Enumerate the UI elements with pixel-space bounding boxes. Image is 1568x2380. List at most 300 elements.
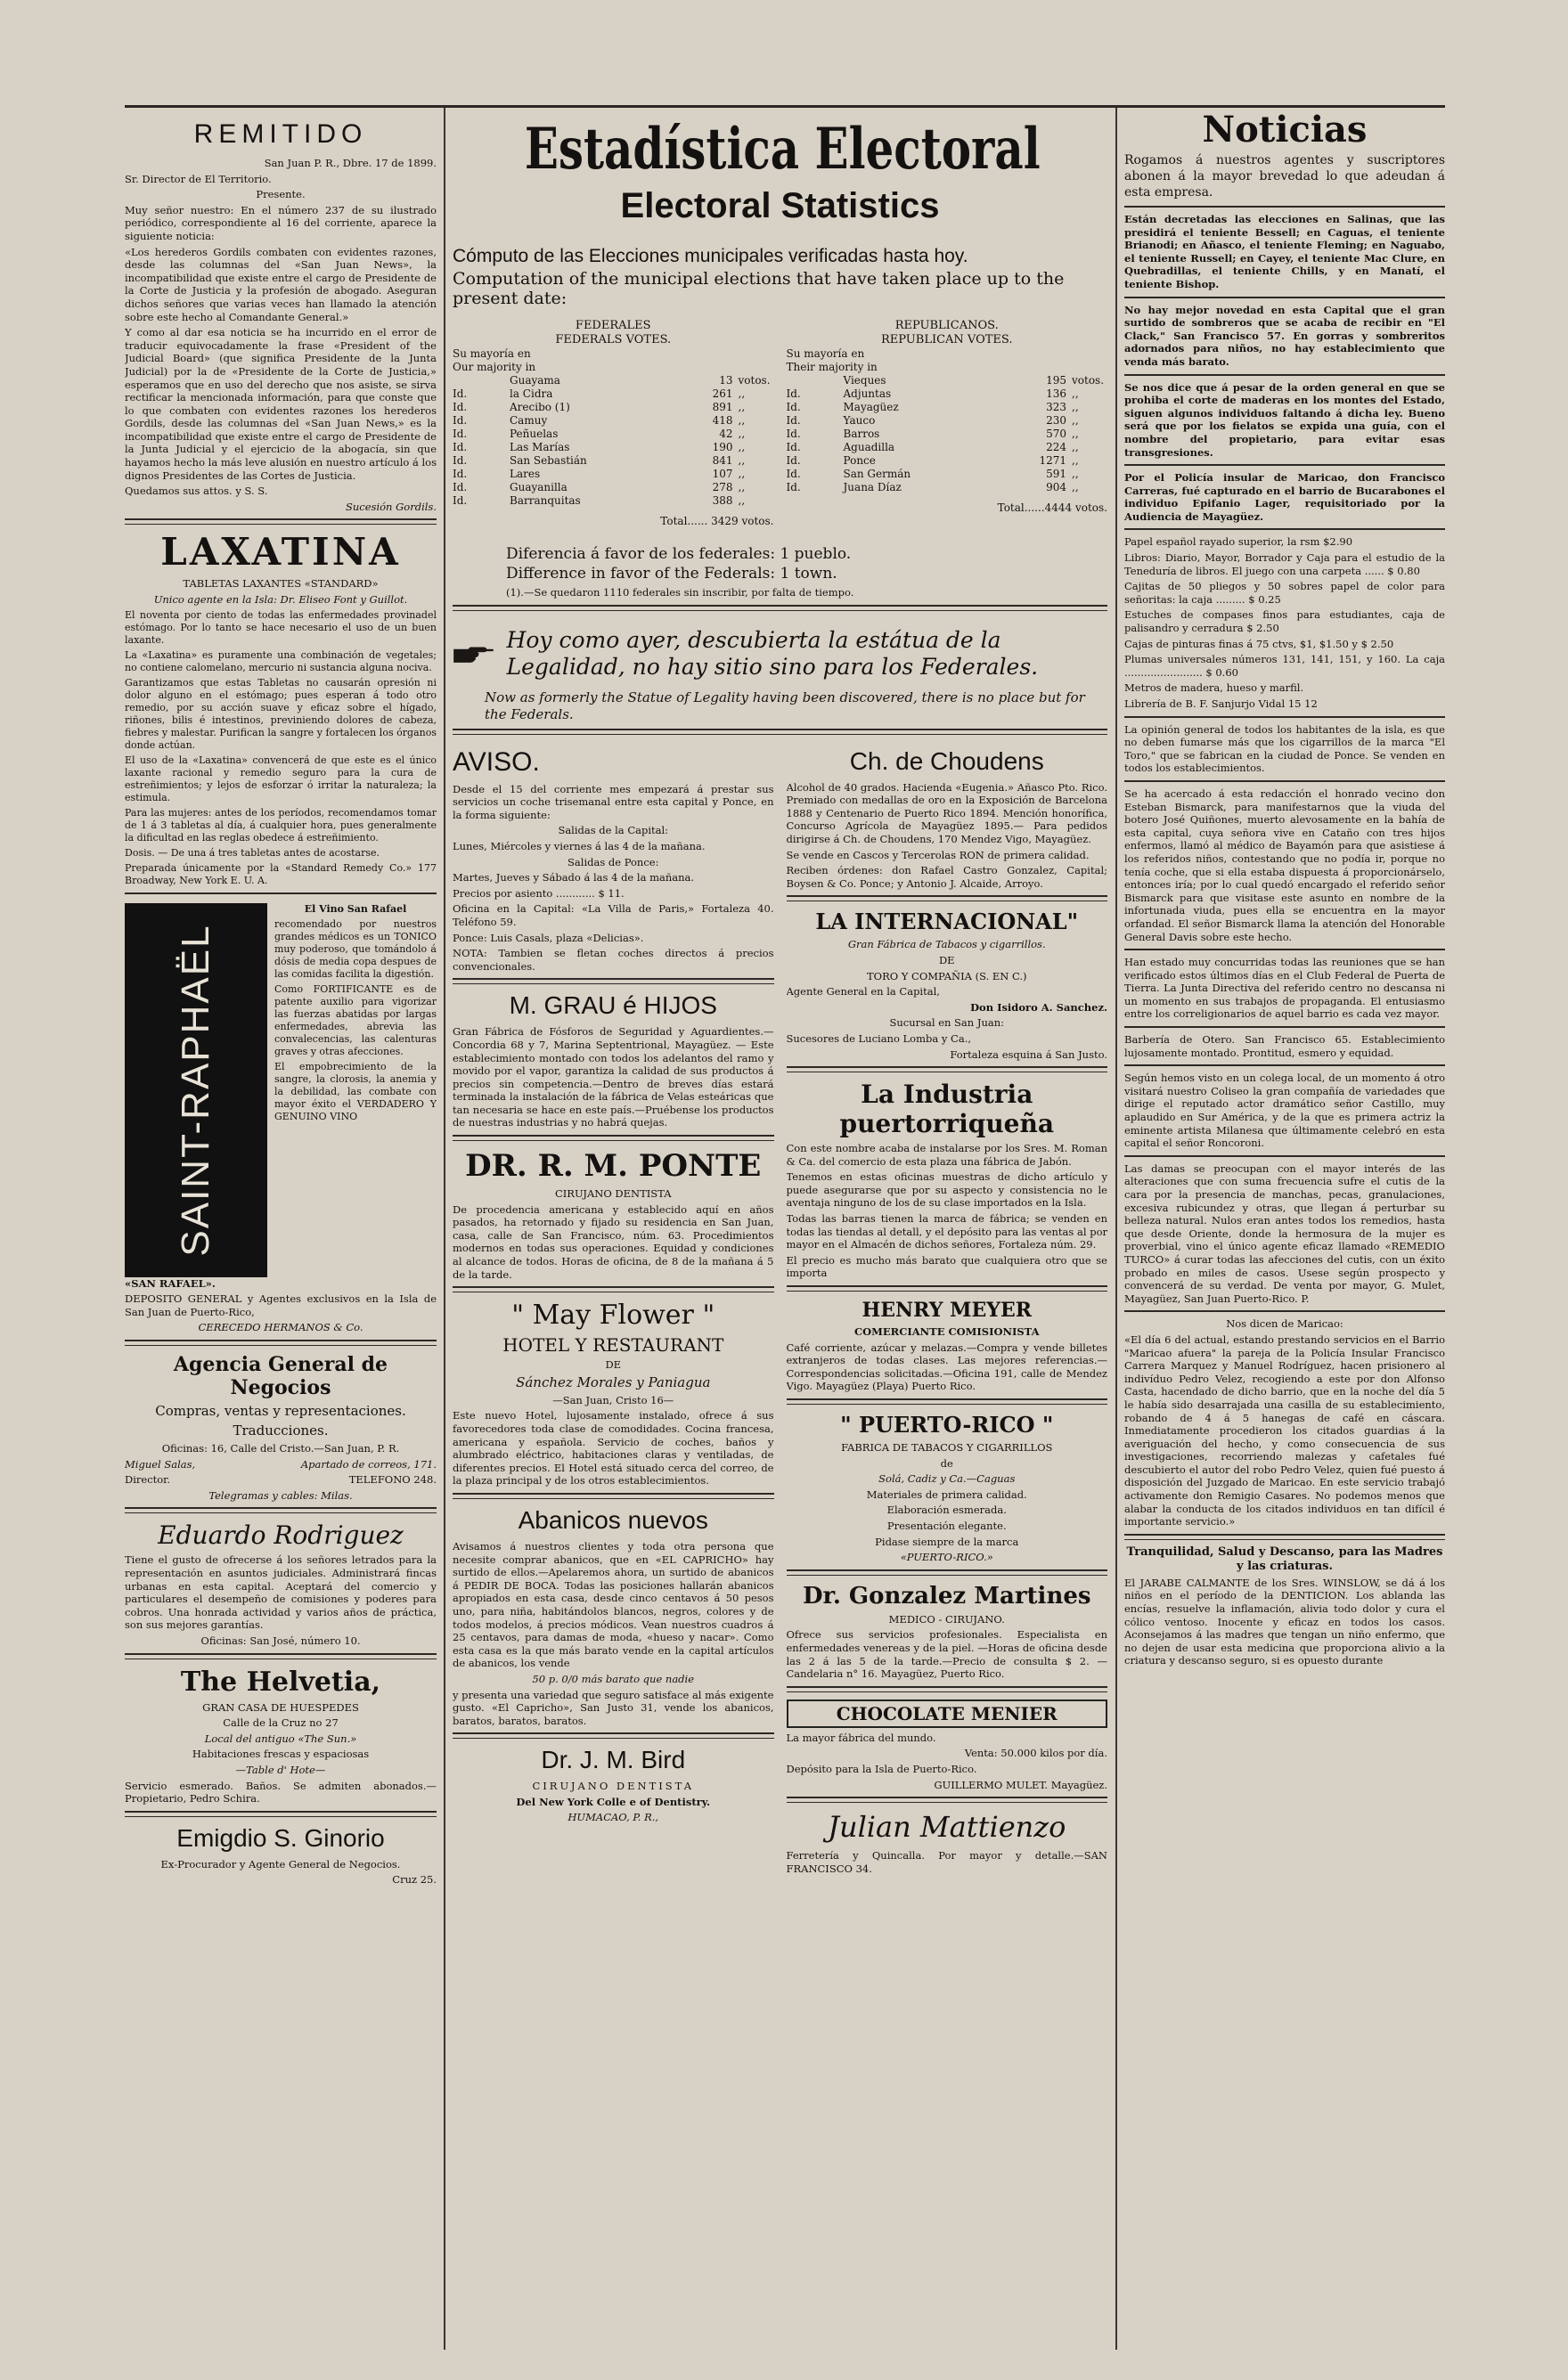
divider: [787, 1066, 1108, 1072]
rodriguez-heading: Eduardo Rodriguez: [158, 1520, 404, 1551]
vote-cell-u: ,,: [1072, 454, 1079, 467]
puertorico-p1: FABRICA DE TABACOS Y CIGARRILLOS: [841, 1441, 1053, 1454]
vote-cell-u: ,,: [1072, 401, 1079, 413]
compute-es: Cómputo de las Elecciones municipales verificadas hasta hoy.: [453, 246, 968, 266]
divider: [125, 1507, 437, 1513]
helvetia-l5: Servicio esmerado. Baños. Se admiten abonados.—Propietario, Pedro Schira.: [125, 1779, 437, 1805]
vote-cell-n: la Cidra: [510, 387, 553, 400]
noticias-lead: Rogamos á nuestros agentes y suscriptores abonen á la mayor brevedad lo que adeudan á esta empresa.: [1124, 153, 1445, 200]
vote-row: [787, 468, 1108, 481]
federal-majority: Su mayoría en: [453, 347, 531, 360]
helvetia-l4: —Table d' Hote—: [235, 1763, 326, 1776]
vote-row: [453, 414, 774, 428]
vote-cell-v: 891: [712, 401, 733, 413]
column-rule: [444, 105, 445, 2350]
abanicos-p2: y presenta una variedad que seguro satisface al más exigente gusto. «El Capricho», San Justo 31, vende los abanicos, baratos, baratos, baratos.: [453, 1688, 774, 1727]
republican-majority-en: Their majority in: [786, 361, 878, 373]
abanicos-quote: 50 p. 0/0 más barato que nadie: [532, 1672, 695, 1685]
vote-cell-n: Yauco: [843, 414, 876, 427]
hand-en: Now as formerly the Statue of Legality having been discovered, there is no place but for the Federals.: [485, 689, 1085, 722]
vote-cell-n: Mayagüez: [843, 401, 899, 413]
vote-cell-a: Id.: [786, 481, 801, 493]
vote-cell-n: Guayanilla: [510, 481, 568, 493]
internacional-branch: Sucursal en San Juan:: [889, 1016, 1005, 1030]
vote-cell-v: 195: [1046, 374, 1066, 387]
ponte-sub: CIRUJANO DENTISTA: [554, 1187, 672, 1201]
bird-heading: Dr. J. M. Bird: [541, 1746, 686, 1774]
divider: [787, 1686, 1108, 1692]
divider: [1124, 1064, 1445, 1066]
aviso-p4: Salidas de Ponce:: [568, 855, 659, 868]
vote-cell-u: ,,: [738, 454, 746, 467]
puertorico-p7: Pidase siempre de la marca: [875, 1535, 1019, 1548]
vote-row: [787, 454, 1108, 468]
vote-cell-a: Id.: [786, 428, 801, 440]
vote-cell-n: Lares: [510, 468, 541, 480]
news-item: «El día 6 del actual, estando prestando servicios en el Barrio "Maricao afuera" la pareja de la Policía Insular Francisco Carrera Marquez y Manuel Rodríguez, hacen prisionero al indivíduo Pedro Velez, recogiendo a este por don Alfonso Casta, hacendado de dicho barrio, que en la noche del día 5 le había sido desarrajada una casilla de su establecimiento, robando de 4 á 5 hanegas de café en cáscara. Inmediatamente procedieron los citados guardias á la averiguación del hecho, y como consecuencia de sus investigaciones, recorriendo malezas y cafetales fué descubierto el autor del robo Pedro Velez, quien fué puesto á disposición del Juzgado de Maricao. En este servicio trabajó activamente don Remigio Casares. No podemos menos que alabar la conducta de los citados individuos en tan difícil é importante servicio.»: [1124, 1333, 1445, 1528]
helvetia-sub: GRAN CASA DE HUESPEDES: [202, 1700, 359, 1714]
news-item: Han estado muy concurridas todas las reuniones que se han verificado estos últimos días en el Club Federal de Puerta de Tierra. La Junta Directiva del referido centro no descansa ni un momento en sus trabajos de propaganda. El entusiasmo entre los correligionarios de aquel barrio es cada vez mayor.: [1124, 956, 1445, 1021]
aviso-heading: AVISO.: [453, 746, 540, 777]
price-item: Metros de madera, hueso y marfil.: [1124, 681, 1304, 695]
mayflower-de: DE: [605, 1358, 622, 1372]
vote-cell-n: Las Marías: [510, 441, 570, 453]
vote-cell-a: Id.: [786, 414, 801, 427]
industria-heading: La Industria puertorriqueña: [839, 1080, 1054, 1139]
price-item: Cajas de pinturas finas á 75 ctvs, $1, $1.50 y $ 2.50: [1124, 637, 1394, 650]
vote-cell-u: ,,: [738, 481, 746, 493]
vote-cell-a: [453, 374, 510, 387]
price-item: Libros: Diario, Mayor, Borrador y Caja para el estudio de la Teneduría de libros. El juego con una carpeta ...... $ 0.80: [1124, 551, 1445, 577]
vote-cell-v: 190: [712, 441, 733, 453]
middle-right-ads: [787, 740, 1108, 1879]
vote-cell-a: Id.: [786, 441, 801, 453]
republican-majority: Su mayoría en: [786, 347, 865, 360]
vote-cell-a: Id.: [453, 468, 468, 480]
meyer-p1: Café corriente, azúcar y melazas.—Compra y vende billetes extranjeros de todas clases. Las mejores referencias.— Correspondencias solicitadas.—Oficina 191, calle de Mendez Vigo. Mayagüez (Playa) Puerto Rico.: [786, 1341, 1107, 1393]
vote-row: [787, 414, 1108, 428]
hand-es: Hoy como ayer, descubierta la estátua de la Legalidad, no hay sitio sino para los Federales.: [506, 626, 1039, 680]
vote-cell-u: ,,: [738, 441, 746, 453]
remitido-p1: Muy señor nuestro: En el número 237 de su ilustrado periódico, correspondiente al 16 del corriente, aparece la siguiente noticia:: [125, 203, 437, 242]
puertorico-p8: «PUERTO-RICO.»: [900, 1551, 993, 1564]
vote-cell-a: [787, 374, 844, 387]
news-item: El JARABE CALMANTE de los Sres. WINSLOW, se dá á los niños en el período de la DENTICION. Los ablanda las encías, resuelve la inflamación, alivia todo dolor y cura el cólico ventoso. Inocente y eficaz en todos los casos. Aconsejamos á las madres que tengan un niño enfermo, que no dejen de usar esta medicina que proporciona alivio a la criatura y descanso seguro, si es opuesto durante: [1124, 1576, 1445, 1667]
divider: [1124, 528, 1445, 530]
divider: [787, 1285, 1108, 1292]
vote-cell-n: Ponce: [843, 454, 876, 467]
addressee: Sr. Director de El Territorio.: [125, 172, 272, 185]
news-item: Por el Policía insular de Maricao, don Francisco Carreras, fué capturado en el barrio de Bucarabones el individuo Epifanio Lager, requisitoriado por la Audiencia de Mayagüez.: [1124, 471, 1445, 523]
vote-cell-n: Guayama: [510, 374, 560, 387]
vote-cell-u: ,,: [738, 468, 746, 480]
laxatina-prep: Preparada únicamente por la «Standard Remedy Co.» 177 Broadway, New York E. U. A.: [125, 861, 437, 886]
vote-cell-u: ,,: [1072, 481, 1079, 493]
winslow-heading: Tranquilidad, Salud y Descanso, para las Madres y las criaturas.: [1126, 1545, 1443, 1573]
aviso-p1: Desde el 15 del corriente mes empezará á prestar sus servicios un coche trisemanal entre esta capital y Ponce, en la forma siguiente:: [453, 782, 774, 821]
compute-en: Computation of the municipal elections that have taken place up to the present date:: [453, 269, 1065, 308]
vote-row: [787, 401, 1108, 414]
news-item: Según hemos visto en un colega local, de un momento á otro visitará nuestro Coliseo la gran compañía de variedades que dirige el reputado actor dramático señor Castillo, muy aplaudido en Sur América, y de la que es primera actriz la eminente artista Milanesa que últimamente celebró en esta capital el señor Roncoroni.: [1124, 1072, 1445, 1150]
choudens-p2: Se vende en Cascos y Tercerolas RON de primera calidad.: [786, 848, 1090, 861]
presente: Presente.: [256, 188, 306, 201]
republican-h1: REPUBLICANOS.: [894, 319, 999, 332]
divider: [453, 1135, 774, 1141]
menier-p3: Depósito para la Isla de Puerto-Rico.: [786, 1762, 977, 1775]
pointing-hand-icon: [453, 637, 494, 671]
vote-cell-n: Aguadilla: [843, 441, 895, 453]
price-item: Cajitas de 50 pliegos y 50 sobres papel de color para señoritas: la caja ......... $ 0.25: [1124, 580, 1445, 606]
vote-cell-a: Id.: [453, 428, 468, 440]
vote-row: [453, 387, 774, 401]
vote-cell-u: ,,: [738, 428, 746, 440]
vote-row: [787, 428, 1108, 441]
agencia-heading: Agencia General de Negocios: [173, 1353, 388, 1399]
vote-cell-a: Id.: [786, 387, 801, 400]
abanicos-p1: Avisamos á nuestros clientes y toda otra persona que necesite comprar abanicos, que en «EL CAPRICHO» hay surtido de ellos.—Apelaremos ahora, un surtido de abanicos á PEDIR DE BOCA. Todas las posiciones hallarán abanicos apropiados en esta casa, desde cinco centavos á 50 pesos uno, para niña, habitándolos blancos, negros, colores y de todos modelos, á precios módicos. Vean nuestros cuadros á 25 centavos, para damas de moda, «hueso y nacar». Como esta casa es la que más barato vende en la capital artículos de abanicos, los vende: [453, 1539, 774, 1670]
vote-row: [453, 401, 774, 414]
choudens-p1: Alcohol de 40 grados. Hacienda «Eugenia.» Añasco Pto. Rico. Premiado con medallas de oro en la Exposición de Barcelona 1888 y Centenario de Puerto Rico 1894. Mención honorífica, Concurso Agrícola de Mayagüez 1895.— Para pedidos dirigirse á Ch. de Choudens, 170 Mendez Vigo, Mayagüez.: [786, 780, 1107, 845]
vote-cell-u: ,,: [1072, 428, 1079, 440]
price-item: Papel español rayado superior, la rsm $2.90: [1124, 535, 1353, 549]
bird-p1: Del New York Colle e of Dentistry.: [516, 1795, 711, 1808]
mattienzo-p1: Ferretería y Quincalla. Por mayor y detalle.—SAN FRANCISCO 34.: [786, 1849, 1107, 1875]
martines-p1: Ofrece sus servicios profesionales. Especialista en enfermedades venereas y de la piel. —Horas de oficina desde las 2 á las 5 de la tarde.—Precio de consulta $ 2. — Candelaria n° 16. Mayagüez, Puerto Rico.: [786, 1628, 1107, 1681]
ginorio-l2: Cruz 25.: [392, 1873, 437, 1887]
republican-votes: [787, 319, 1108, 527]
divider: [787, 1569, 1108, 1576]
divider: [1124, 1026, 1445, 1028]
internacional-p2: Fortaleza esquina á San Justo.: [950, 1047, 1107, 1061]
mayflower-heading: " May Flower ": [511, 1300, 715, 1332]
difference-en: Difference in favor of the Federals: 1 town.: [506, 565, 837, 583]
vote-cell-n: Peñuelas: [510, 428, 559, 440]
vote-cell-a: Id.: [786, 454, 801, 467]
vote-row: [453, 481, 774, 494]
meyer-heading: HENRY MEYER: [862, 1299, 1032, 1323]
agencia-line1: Compras, ventas y representaciones.: [155, 1403, 406, 1419]
industria-p1: Con este nombre acaba de instalarse por los Sres. M. Roman & Ca. del comercio de esta plaza una fábrica de Jabón.: [786, 1142, 1107, 1168]
mayflower-owners: Sánchez Morales y Paniagua: [516, 1373, 711, 1390]
remitido-p2: «Los herederos Gordils combaten con evidentes razones, desde las columnas del «San Juan News», la incompatibilidad que existe entre el cargo de Presidente de la Corte de Justicia y la profesión de abogado. Aseguran dichos señores que varias veces han llamado la atención sobre este hecho al Comandante General.»: [125, 245, 437, 323]
news-item: Se ha acercado á esta redacción el honrado vecino don Esteban Bismarck, para manifestarnos que la viuda del botero José Quiñones, muerto alevosamente en la bahía de esta capital, cuya señora vive en Cataño con tres hijos enfermos, llamó al médico de Bayamón para que asistiese á los referidos niños, contestando que no podía ir, porque no tenía coche, que si ella estaba dispuesta á proporcionárselo, entonces iría; por lo cual quedó encargado el referido señor Bismarck para que visitase este asunto en nombre de la infortunada viuda, pues ella se encuentra en la mayor orfandad. El señor Bismarck llama la atención del Honorable General Davis sobre este hecho.: [1124, 787, 1445, 943]
agencia-line2: Traducciones.: [233, 1422, 329, 1439]
right-column: [1124, 105, 1445, 2368]
puertorico-p2: de: [940, 1456, 953, 1470]
vote-row: [787, 387, 1108, 401]
laxatina-p5: Para las mujeres: antes de los períodos, recomendamos tomar de 1 á 3 tabletas al día, á cualquier hora, pues generalmente la dificultad en las reglas obedece á estreñimiento.: [125, 806, 437, 844]
vote-cell-v: 388: [712, 494, 733, 507]
agencia-left1: Miguel Salas,: [125, 1457, 196, 1471]
vote-cell-u: ,,: [1072, 441, 1079, 453]
divider: [453, 1286, 774, 1292]
vote-cell-a: Id.: [453, 454, 468, 467]
divider: [1124, 1534, 1445, 1540]
mayflower-loc: —San Juan, Cristo 16—: [552, 1393, 674, 1406]
divider: [453, 729, 1107, 735]
vote-cell-n: San Sebastián: [510, 454, 587, 467]
federal-total: Total...... 3429 votos.: [660, 515, 774, 527]
price-list: [1124, 535, 1445, 710]
divider: [453, 978, 774, 984]
vote-cell-n: San Germán: [843, 468, 911, 480]
aviso-p2: Salidas de la Capital:: [558, 824, 669, 837]
aviso-p8: Ponce: Luis Casals, plaza «Delicias».: [453, 931, 644, 944]
divider: [1124, 716, 1445, 718]
agencia-right2: TELEFONO 248.: [348, 1473, 437, 1487]
laxatina-agent: Unico agente en la Isla: Dr. Eliseo Font y Guillot.: [153, 593, 408, 607]
vote-cell-v: 1271: [1039, 454, 1066, 467]
divider: [1124, 949, 1445, 950]
vote-cell-v: 841: [712, 454, 733, 467]
laxatina-p2: La «Laxatina» es puramente una combinación de vegetales; no contiene calomelano, mercurio ni sustancia alguna nociva.: [125, 648, 437, 673]
vote-cell-u: ,,: [738, 387, 746, 400]
bird-p2: HUMACAO, P. R.,: [568, 1811, 659, 1824]
votes-note: (1).—Se quedaron 1110 federales sin inscribir, por falta de tiempo.: [506, 586, 854, 599]
title-es: Estadística Electoral: [524, 116, 1041, 183]
column-rule: [1115, 105, 1117, 2350]
divider: [1124, 464, 1445, 466]
republican-h2: REPUBLICAN VOTES.: [881, 333, 1013, 346]
rafael-p4: «SAN RAFAEL».: [125, 1276, 216, 1290]
rafael-firm: CERECEDO HERMANOS & Co.: [198, 1321, 363, 1334]
vote-cell-u: votos.: [738, 374, 771, 387]
vote-cell-n: Adjuntas: [843, 387, 892, 400]
choudens-p3: Reciben órdenes: don Rafael Castro Gonzalez, Capital; Boysen & Co. Ponce; y Antonio J. Alcaide, Arroyo.: [786, 864, 1107, 890]
vote-cell-a: Id.: [453, 414, 468, 427]
rafael-p3: El empobrecimiento de la sangre, la clorosis, la anemia y la debilidad, las combate con mayor éxito el VERDADERO Y GENUINO VINO: [274, 1060, 437, 1122]
puertorico-heading: " PUERTO-RICO ": [840, 1412, 1054, 1438]
vote-cell-v: 278: [712, 481, 733, 493]
grau-p1: Gran Fábrica de Fósforos de Seguridad y Aguardientes.—Concordia 68 y 7, Marina Septentrional, Mayagüez. — Este establecimiento montado con todos los adelantos del ramo y movido por el vapor, garantiza la calidad de sus productos á precios sin competencia.—Dentro de breves días estará terminada la instalación de la fábrica de Velas esteáricas que tan necesaria se hace en este país.—Pruébense los productos de nuestras industrias y no habrá quejas.: [453, 1025, 774, 1129]
helvetia-l3: Habitaciones frescas y espaciosas: [192, 1748, 370, 1761]
laxatina-p3: Garantizamos que estas Tabletas no causarán opresión ni dolor alguno en el estómago; pues esperan á todo otro remedio, por su acción suave y eficaz sobre el hígado, riñones, bilis é intestinos, previniendo dolores de cabeza, fiebres y malestar. Purifican la sangre y fortalecen los órganos donde actúan.: [125, 676, 437, 751]
menier-p2: Venta: 50.000 kilos por día.: [964, 1747, 1107, 1760]
ginorio-l1: Ex-Procurador y Agente General de Negocios.: [160, 1857, 401, 1871]
vote-cell-v: 904: [1046, 481, 1066, 493]
internacional-de: DE: [938, 953, 955, 966]
vote-cell-n: Arecibo (1): [510, 401, 570, 413]
helvetia-l1: Calle de la Cruz no 27: [223, 1716, 339, 1730]
price-item: Plumas universales números 131, 141, 151, y 160. La caja ........................ $ 0.60: [1124, 653, 1445, 679]
divider: [787, 895, 1108, 901]
vote-cell-u: ,,: [738, 494, 746, 507]
vote-cell-u: ,,: [738, 414, 746, 427]
vote-cell-a: Id.: [453, 481, 468, 493]
puertorico-p3: Solá, Cadiz y Ca.—Caguas: [878, 1472, 1016, 1486]
divider: [1124, 780, 1445, 782]
rodriguez-p1: Tiene el gusto de ofrecerse á los señores letrados para la representación en asuntos judiciales. Administrará fincas urbanas en esta capital. Aceptará del comercio y particulares el desempeño de comisiones y poderes para cobros. Una honrada actividad y varios años de práctica, son sus mejores garantías.: [125, 1553, 437, 1632]
noticias-heading: Noticias: [1202, 109, 1368, 151]
news-item: Barbería de Otero. San Francisco 65. Establecimiento lujosamente montado. Prontitud, esmero y equidad.: [1124, 1033, 1445, 1059]
republican-total: Total......4444 votos.: [997, 501, 1107, 514]
agencia-line3: Oficinas: 16, Calle del Cristo.—San Juan, P. R.: [161, 1442, 400, 1455]
remitido-p3: Y como al dar esa noticia se ha incurrido en el error de traducir equivocadamente la frase «President of the Judicial Board» (que significa Presidente de la Junta Judicial) por la de «Presidente de la Corte de Justicia,» esperamos que en uso del derecho que nos asiste, se sirva rectificar la mencionada información, para que conste que lo que combaten con evidentes razones los herederos Gordils, desde las columnas del «San Juan News,» es la incompatibilidad que existe entre el cargo de Presidente de la Junta Judicial y el ejercicio de la abogacía, sin que hayamos hecho la más leve alusión en nuestro artículo á los dignos Presidentes de las Cortes de Justicia.: [125, 326, 437, 482]
news-item: Están decretadas las elecciones en Salinas, que las presidirá el teniente Bessell; en Caguas, el teniente Brianodi; en Añasco, el teniente Fleming; en Naguabo, el teniente Russell; en Cayey, el teniente Mac Clure, en Quebradillas, el teniente Chills, y en Manatí, el teniente Bishop.: [1124, 213, 1445, 290]
remitido-closing: Quedamos sus attos. y S. S.: [125, 485, 268, 498]
vote-row: [453, 441, 774, 454]
federal-h1: FEDERALES: [575, 319, 651, 332]
vote-cell-n: Camuy: [510, 414, 548, 427]
vote-cell-u: ,,: [1072, 468, 1079, 480]
vote-row: [787, 481, 1108, 494]
news-item: No hay mejor novedad en esta Capital que el gran surtido de sombreros que se acaba de recibir en "El Clack," San Francisco 57. En gorras y sombreritos adornados para niños, no hay establecimiento que venda más barato.: [1124, 303, 1445, 368]
federal-h2: FEDERALS VOTES.: [555, 333, 672, 346]
divider: [1124, 1310, 1445, 1312]
vote-row: [453, 494, 774, 508]
industria-p2: Tenemos en estas oficinas muestras de dicho artículo y puede asegurarse que por su aspecto y consistencia no le aventaja ninguno de los de su clase importados en la Isla.: [786, 1170, 1107, 1210]
internacional-agent: Agente General en la Capital,: [786, 985, 940, 998]
rafael-p2: Como FORTIFICANTE es de patente auxilio para vigorizar las fuerzas abatidas por largas enfermedades, abrevia las convalecencias, las calenturas graves y otras afecciones.: [274, 982, 437, 1057]
rafael-p1: recomendado por nuestros grandes médicos es un TONICO muy poderoso, que tomándolo á dósis de media copa despues de las comidas facilita la digestión.: [274, 917, 437, 980]
vote-cell-n: Barros: [843, 428, 880, 440]
helvetia-l2: Local del antiguo «The Sun.»: [204, 1732, 357, 1745]
votes-table: [453, 319, 1107, 527]
title-en: Electoral Statistics: [620, 186, 940, 225]
grau-heading: M. GRAU é HIJOS: [509, 991, 717, 1020]
vote-cell-n: Juana Díaz: [843, 481, 902, 493]
vote-cell-v: 230: [1046, 414, 1066, 427]
vote-cell-u: ,,: [738, 401, 746, 413]
rafael-banner: [125, 903, 267, 1277]
divider: [125, 892, 437, 894]
vote-cell-v: 418: [712, 414, 733, 427]
divider: [453, 1493, 774, 1499]
mayflower-p1: Este nuevo Hotel, lujosamente instalado, ofrece á sus favorecedores toda clase de comodidades. Cocina francesa, americana y española. Servicio de coches, baños y alumbrado eléctrico, habitaciones claras y ventiladas, de diferentes precios. El Hotel está situado cerca del correo, de la plaza principal y de los otros establecimientos.: [453, 1409, 774, 1488]
news-item: La opinión general de todos los habitantes de la isla, es que no deben fumarse más que los cigarrillos de la marca "El Toro," que se fabrican en la ciudad de Ponce. Se venden en todos los establecimientos.: [1124, 722, 1445, 775]
center-column: [453, 105, 1107, 2368]
vote-row: [453, 428, 774, 441]
puertorico-p5: Elaboración esmerada.: [886, 1504, 1007, 1517]
internacional-p1: Sucesores de Luciano Lomba y Ca.,: [786, 1031, 971, 1045]
divider: [1124, 374, 1445, 376]
aviso-p7: Oficina en la Capital: «La Villa de Paris,» Fortaleza 40. Teléfono 59.: [453, 902, 774, 928]
bird-sub: CIRUJANO DENTISTA: [532, 1780, 695, 1793]
vote-row: [787, 374, 1108, 387]
divider: [125, 518, 437, 525]
divider: [787, 1797, 1108, 1803]
news-item-lead: Nos dicen de Maricao:: [1226, 1317, 1343, 1331]
agencia-right1: Apartado de correos, 171.: [300, 1457, 437, 1471]
vote-row: [453, 468, 774, 481]
rafael-title: El Vino San Rafael: [304, 902, 407, 915]
internacional-sub: Gran Fábrica de Tabacos y cigarrillos.: [847, 938, 1046, 951]
remitido-signature: Sucesión Gordils.: [346, 500, 437, 513]
divider: [125, 1653, 437, 1659]
price-item: Librería de B. F. Sanjurjo Vidal 15 12: [1124, 697, 1318, 710]
divider: [453, 605, 1107, 611]
vote-cell-u: votos.: [1072, 374, 1105, 387]
agencia-left2: Director.: [125, 1473, 171, 1487]
vote-cell-u: ,,: [1072, 414, 1079, 427]
hand-notice: [453, 627, 1107, 681]
aviso-p3: Lunes, Miércoles y viernes á las 4 de la mañana.: [453, 839, 706, 852]
menier-p4: GUILLERMO MULET. Mayagüez.: [934, 1778, 1107, 1791]
mayflower-sub: HOTEL Y RESTAURANT: [502, 1334, 724, 1357]
difference-es: Diferencia á favor de los federales: 1 pueblo.: [506, 545, 852, 563]
puertorico-p6: Presentación elegante.: [886, 1519, 1007, 1532]
vote-row: [787, 441, 1108, 454]
federal-votes: [453, 319, 774, 527]
rafael-ad: [125, 903, 437, 1277]
vote-cell-n: Vieques: [843, 374, 886, 387]
vote-cell-a: Id.: [453, 401, 468, 413]
divider: [1124, 1155, 1445, 1157]
rafael-brand: SAINT-RAPHAËL: [174, 924, 217, 1257]
helvetia-heading: The Helvetia,: [180, 1666, 381, 1698]
rafael-deposit: DEPOSITO GENERAL y Agentes exclusivos en la Isla de San Juan de Puerto-Rico,: [125, 1292, 437, 1318]
internacional-name: Don Isidoro A. Sanchez.: [970, 1000, 1107, 1014]
vote-cell-v: 591: [1046, 468, 1066, 480]
laxatina-sub: TABLETAS LAXANTES «STANDARD»: [183, 577, 379, 591]
laxatina-p4: El uso de la «Laxatina» convencerá de que este es el único laxante racional y remedio seguro para la cura de estreñimientos; y lejos de esforzar ó irritar la naturaleza; la estimula.: [125, 754, 437, 803]
industria-p4: El precio es mucho más barato que cualquiera otro que se importa: [786, 1253, 1107, 1280]
aviso-p9: NOTA: Tambien se fletan coches directos á precios convencionales.: [453, 947, 774, 973]
vote-cell-v: 224: [1046, 441, 1066, 453]
abanicos-heading: Abanicos nuevos: [518, 1505, 708, 1534]
vote-cell-a: Id.: [786, 468, 801, 480]
divider: [453, 1732, 774, 1739]
vote-cell-v: 13: [719, 374, 733, 387]
middle-left-ads: [453, 740, 774, 1879]
internacional-firm: TORO Y COMPAÑIA (S. EN C.): [866, 969, 1027, 982]
puertorico-p4: Materiales de primera calidad.: [866, 1488, 1027, 1501]
industria-p3: Todas las barras tienen la marca de fábrica; se venden en todas las tiendas al detall, y el depósito para las ventas al por mayor en el Almacén de dichos señores, Fortaleza núm. 29.: [786, 1212, 1107, 1251]
martines-sub: MEDICO - CIRUJANO.: [888, 1612, 1005, 1626]
internacional-heading: LA INTERNACIONAL": [815, 909, 1079, 935]
meyer-sub: COMERCIANTE COMISIONISTA: [853, 1325, 1040, 1339]
vote-cell-a: Id.: [786, 401, 801, 413]
vote-cell-v: 570: [1046, 428, 1066, 440]
divider: [787, 1398, 1108, 1405]
choudens-heading: Ch. de Choudens: [849, 746, 1044, 775]
ponte-heading: DR. R. M. PONTE: [465, 1148, 762, 1185]
mattienzo-heading: Julian Mattienzo: [828, 1810, 1066, 1845]
vote-cell-v: 42: [719, 428, 733, 440]
remitido-heading: REMITIDO: [193, 119, 368, 149]
divider: [125, 1340, 437, 1346]
vote-cell-a: Id.: [453, 494, 468, 507]
divider: [1124, 297, 1445, 298]
rodriguez-office: Oficinas: San José, número 10.: [200, 1634, 361, 1647]
vote-cell-v: 323: [1046, 401, 1066, 413]
menier-heading: CHOCOLATE MENIER: [787, 1699, 1108, 1728]
divider: [125, 1811, 437, 1817]
martines-heading: Dr. Gonzalez Martines: [802, 1582, 1091, 1610]
news-item: Se nos dice que á pesar de la orden general en que se prohiba el corte de maderas en los montes del Estado, siguen algunos individuos faltando á dicha ley. Bueno será que por los fielatos se expida una guía, con el nombre del propietario, para evitar esas transgresiones.: [1124, 380, 1445, 459]
left-column: [125, 105, 437, 2368]
ginorio-heading: Emigdio S. Ginorio: [176, 1823, 385, 1852]
menier-p1: La mayor fábrica del mundo.: [786, 1731, 936, 1744]
laxatina-p1: El noventa por ciento de todas las enfermedades provinadel estómago. Por lo tanto se hace necesario el uso de un buen laxante.: [125, 608, 437, 646]
ponte-p1: De procedencia americana y establecido aquí en años pasados, ha retornado y fijado su residencia en San Juan, casa, calle de San Francisco, núm. 63. Procedimientos modernos en todas sus operaciones. Equidad y condiciones al alcance de todos. Horas de oficina, de 8 de la mañana á 5 de la tarde.: [453, 1202, 774, 1281]
vote-cell-v: 136: [1046, 387, 1066, 400]
vote-cell-v: 107: [712, 468, 733, 480]
agencia-cables: Telegramas y cables: Milas.: [208, 1488, 353, 1502]
laxatina-dosis: Dosis. — De una á tres tabletas antes de acostarse.: [125, 846, 380, 859]
vote-cell-n: Barranquitas: [510, 494, 581, 507]
aviso-p5: Martes, Jueves y Sábado á las 4 de la mañana.: [453, 871, 695, 884]
vote-cell-v: 261: [712, 387, 733, 400]
laxatina-heading: LAXATINA: [160, 530, 401, 575]
vote-row: [453, 374, 774, 387]
aviso-p6: Precios por asiento ............ $ 11.: [453, 886, 625, 900]
divider: [1124, 206, 1445, 208]
vote-row: [453, 454, 774, 468]
vote-cell-u: ,,: [1072, 387, 1079, 400]
vote-cell-a: Id.: [453, 387, 468, 400]
vote-cell-a: Id.: [453, 441, 468, 453]
